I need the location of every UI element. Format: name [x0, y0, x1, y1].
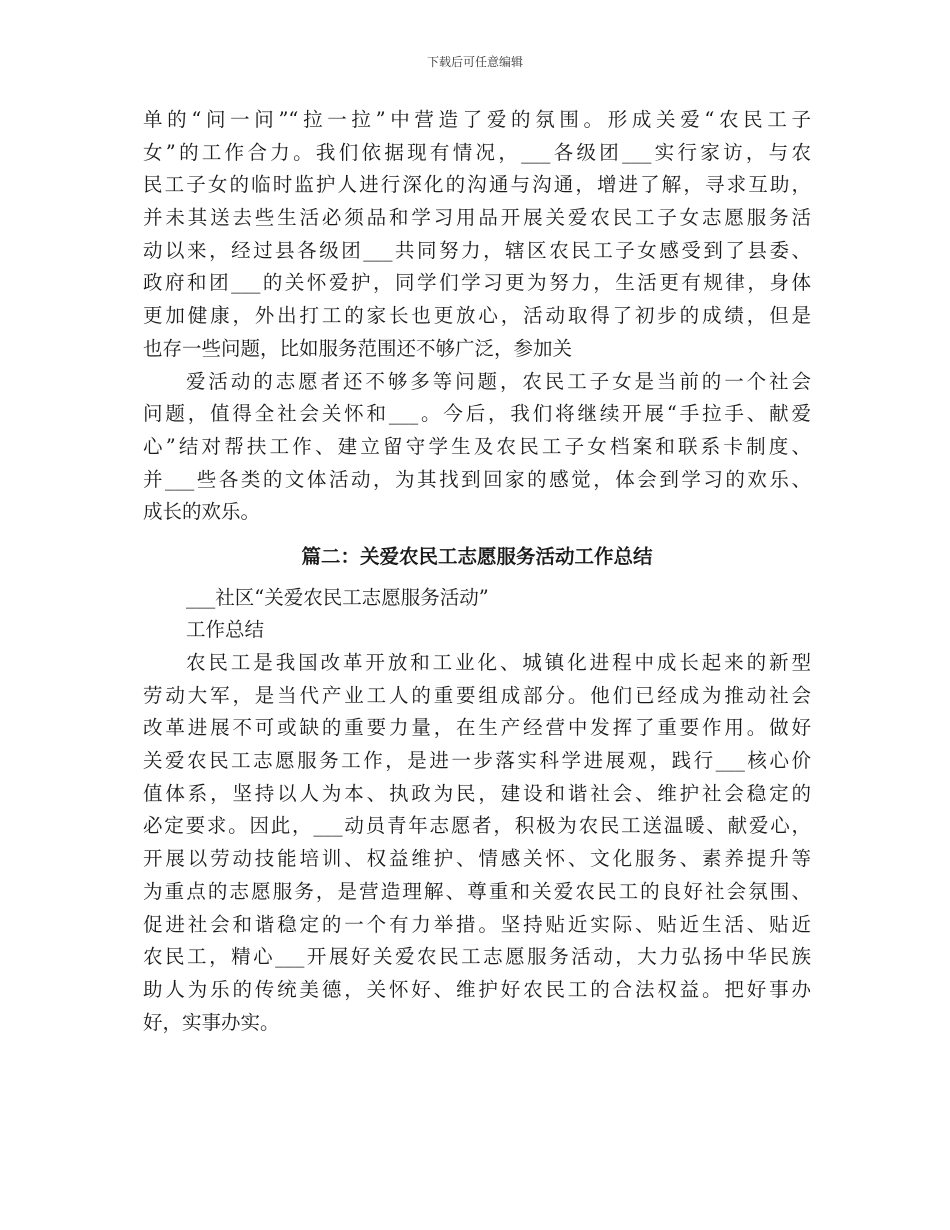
text-line: 农民工，精心___开展好关爱农民工志愿服务活动，大力弘扬中华民族	[143, 945, 811, 969]
text-line: 成长的欢乐。	[143, 500, 261, 524]
text-line: 农民工是我国改革开放和工业化、城镇化进程中成长起来的新型	[186, 651, 811, 674]
text-line: 政府和团___的关怀爱护，同学们学习更为努力，生活更有规律，身体	[143, 271, 811, 295]
text-line: 也存一些问题，比如服务范围还不够广泛，参加关	[143, 336, 573, 360]
text-line: 并未其送去些生活必须品和学习用品开展关爱农民工子女志愿服务活	[143, 206, 811, 230]
text-line: 促进社会和谐稳定的一个有力举措。坚持贴近实际、贴近生活、贴近	[143, 912, 811, 936]
spacer	[143, 529, 811, 537]
section-1-paragraph-2	[143, 366, 811, 529]
document-body	[143, 104, 811, 1039]
text-line: 心”结对帮扶工作、建立留守学生及农民工子女档案和联系卡制度、	[143, 434, 811, 458]
spacer	[143, 574, 811, 582]
text-line: 单的“问一问”“拉一拉”中营造了爱的氛围。形成关爱“农民工子	[143, 108, 811, 131]
section-2-subtitle: 工作总结	[186, 618, 265, 642]
section-2-subtitle: ___社区“关爱农民工志愿服务活动”	[186, 585, 489, 609]
text-line: 必定要求。因此，___动员青年志愿者，积极为农民工送温暖、献爱心，	[143, 814, 811, 838]
text-line: 好，实事办实。	[143, 1010, 280, 1034]
text-line: 开展以劳动技能培训、权益维护、情感关怀、文化服务、素养提升等	[143, 847, 811, 871]
text-line: 民工子女的临时监护人进行深化的沟通与沟通，增进了解，寻求互助，	[143, 173, 811, 197]
text-line: 爱活动的志愿者还不够多等问题，农民工子女是当前的一个社会	[186, 369, 811, 393]
text-line: 值体系，坚持以人为本、执政为民，建设和谐社会、维护社会稳定的	[143, 781, 811, 805]
section-1-paragraph-1	[143, 104, 811, 366]
text-line: 改革进展不可或缺的重要力量，在生产经营中发挥了重要作用。做好	[143, 716, 811, 740]
text-line: 更加健康，外出打工的家长也更放心，活动取得了初步的成绩，但是	[143, 304, 811, 328]
text-line: 为重点的志愿服务，是营造理解、尊重和关爱农民工的良好社会氛围、	[143, 879, 811, 903]
text-line: 问题，值得全社会关怀和___。今后，我们将继续开展“手拉手、献爱	[143, 402, 811, 426]
text-line: 动以来，经过县各级团___共同努力，辖区农民工子女感受到了县委、	[143, 238, 811, 262]
section-2-paragraph	[143, 647, 811, 1039]
section-2-title: 篇二：关爱农民工志愿服务活动工作总结	[301, 544, 653, 568]
page-header: 下载后可任意编辑	[426, 55, 523, 69]
text-line: 并___些各类的文体活动，为其找到回家的感觉，体会到学习的欢乐、	[143, 467, 811, 491]
text-line: 女”的工作合力。我们依据现有情况，___各级团___实行家访，与农	[143, 140, 811, 164]
text-line: 关爱农民工志愿服务工作，是进一步落实科学进展观，践行___核心价	[143, 749, 811, 773]
text-line: 助人为乐的传统美德，关怀好、维护好农民工的合法权益。把好事办	[143, 977, 811, 1001]
text-line: 劳动大军，是当代产业工人的重要组成部分。他们已经成为推动社会	[143, 683, 811, 707]
